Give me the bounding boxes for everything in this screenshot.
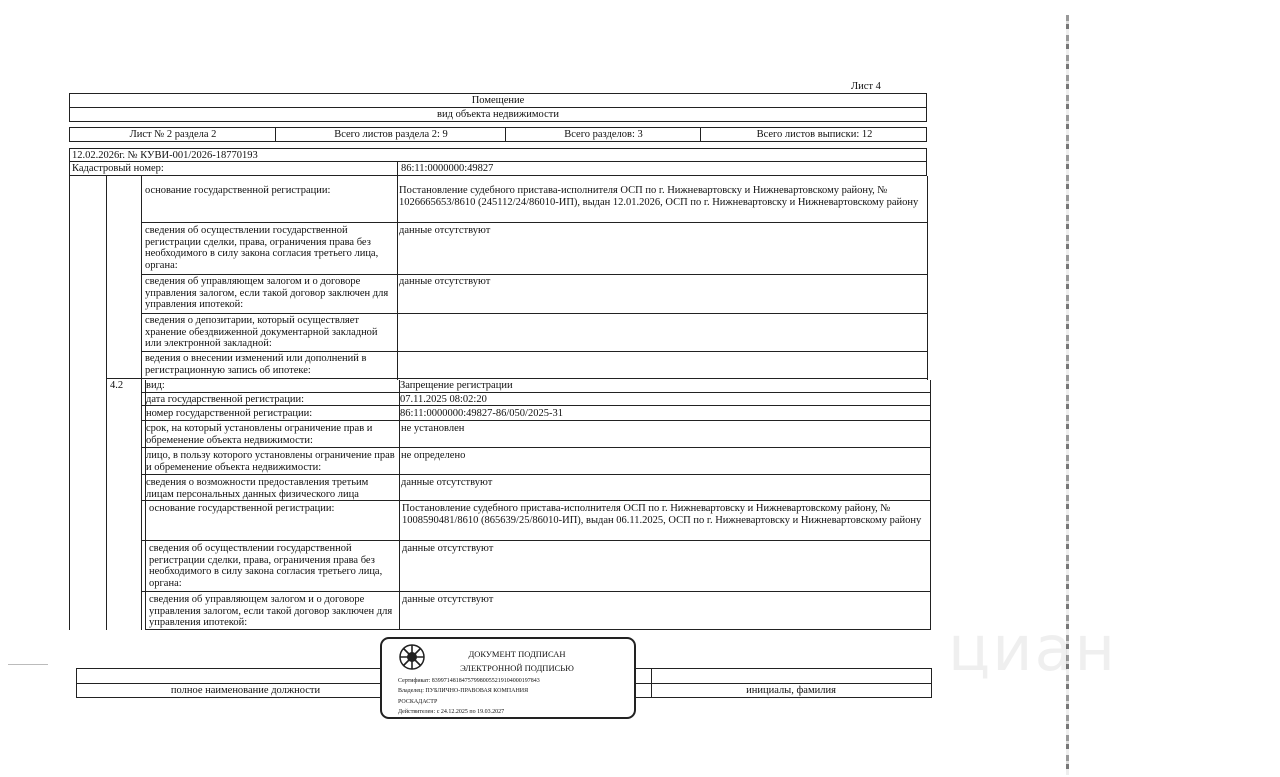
row-b-personal-data-label: сведения о возможности предоставления третьим лицам персональных данных физического лица xyxy=(146,477,369,500)
stamp-line2: ЭЛЕКТРОННОЙ ПОДПИСЬЮ xyxy=(460,663,574,673)
sections-total: Всего разделов: 3 xyxy=(564,129,643,140)
row-b-basis-label: основание государственной регистрации: xyxy=(149,503,335,514)
row-a-depository-label: сведения о депозитарии, который осуществляет хранение обездвиженной документарной закладной или электронной закладной: xyxy=(145,315,378,349)
doc-ref: 12.02.2026г. № КУВИ-001/2026-18770193 xyxy=(72,150,258,161)
cadastral-label: Кадастровый номер: xyxy=(72,163,164,174)
row-a-basis-label: основание государственной регистрации: xyxy=(145,185,331,196)
watermark: циан xyxy=(948,612,1118,685)
row-b-number-label: номер государственной регистрации: xyxy=(146,408,313,419)
row-b-date-label: дата государственной регистрации: xyxy=(146,394,305,405)
scan-mark xyxy=(8,664,48,665)
row-a-consent-label: сведения об осуществлении государственной регистрации сделки, права, ограничения права без необходимого в силу закона согласия третьего лица, органа: xyxy=(145,225,379,271)
row-a-pledge-manager-label: сведения об управляющем залогом и о договоре управления залогом, если такой договор заключен для управления ипотекой: xyxy=(145,276,389,310)
emblem-icon xyxy=(398,643,426,671)
object-name: Помещение xyxy=(471,95,525,106)
sheet-label: Лист 4 xyxy=(851,81,881,92)
row-b-kind-label: вид: xyxy=(146,380,165,391)
row-a-changes-label: ведения о внесении изменений или дополнений в регистрационную запись об ипотеке: xyxy=(145,353,367,376)
sheet-of-section: Лист № 2 раздела 2 xyxy=(129,129,217,140)
row-b-term-value: не установлен xyxy=(401,423,465,434)
e-signature-stamp xyxy=(380,637,636,719)
sheets-info-row xyxy=(69,127,927,142)
row-b-consent-value: данные отсутствуют xyxy=(402,543,494,554)
row-b-kind-value: Запрещение регистрации xyxy=(400,380,513,391)
sheets-in-section: Всего листов раздела 2: 9 xyxy=(334,129,448,140)
row-b-consent-label: сведения об осуществлении государственной регистрации сделки, права, ограничения права без необходимого в силу закона согласия третьего лица, органа: xyxy=(149,543,383,589)
section-number: 4.2 xyxy=(110,380,124,391)
row-b-pledge-manager-value: данные отсутствуют xyxy=(402,594,494,605)
stamp-valid: Действителен: с 24.12.2025 по 19.03.2027 xyxy=(398,709,505,715)
name-label: инициалы, фамилия xyxy=(746,685,836,696)
stamp-owner: Владелец: ПУБЛИЧНО-ПРАВОВАЯ КОМПАНИЯ xyxy=(398,688,529,694)
cadastral-row xyxy=(69,161,927,176)
row-b-personal-data-value: данные отсутствуют xyxy=(401,477,493,488)
stamp-certificate: Сертификат: 839971481847579980055219104000197843 xyxy=(398,678,540,684)
row-a-consent-value: данные отсутствуют xyxy=(399,225,491,236)
row-a-pledge-manager-value: данные отсутствуют xyxy=(399,276,491,287)
object-caption: вид объекта недвижимости xyxy=(437,109,559,120)
doc-ref-row xyxy=(69,148,927,162)
object-caption-row xyxy=(69,107,927,122)
sheets-total: Всего листов выписки: 12 xyxy=(756,129,873,140)
stamp-line1: ДОКУМЕНТ ПОДПИСАН xyxy=(468,649,566,659)
position-label: полное наименование должности xyxy=(170,685,321,696)
object-name-row xyxy=(69,93,927,108)
row-b-beneficiary-label: лицо, в пользу которого установлены ограничение прав и обременение объекта недвижимости: xyxy=(146,450,395,473)
stamp-owner2: РОСКАДАСТР xyxy=(398,699,438,705)
row-b-basis-value: Постановление судебного пристава-исполнителя ОСП по г. Нижневартовску и Нижневартовскому району, № 1008590481/8610 (865639/25/86010-ИП), выдан 06.11.2025, ОСП по г. Нижневартовску и Нижневартовскому району xyxy=(402,503,922,526)
row-b-term-label: срок, на который установлены ограничение прав и обременение объекта недвижимости: xyxy=(146,423,373,446)
cadastral-value: 86:11:0000000:49827 xyxy=(401,163,494,174)
row-b-pledge-manager-label: сведения об управляющем залогом и о договоре управления залогом, если такой договор заключен для управления ипотекой: xyxy=(149,594,393,628)
row-b-number-value: 86:11:0000000:49827-86/050/2025-31 xyxy=(400,408,563,419)
row-b-date-value: 07.11.2025 08:02:20 xyxy=(400,394,487,405)
row-a-basis-value: Постановление судебного пристава-исполнителя ОСП по г. Нижневартовску и Нижневартовскому району, № 1026665653/8610 (245112/24/86010-ИП), выдан 12.01.2026, ОСП по г. Нижневартовску и Нижневартовскому району xyxy=(399,185,919,208)
row-b-beneficiary-value: не определено xyxy=(401,450,466,461)
